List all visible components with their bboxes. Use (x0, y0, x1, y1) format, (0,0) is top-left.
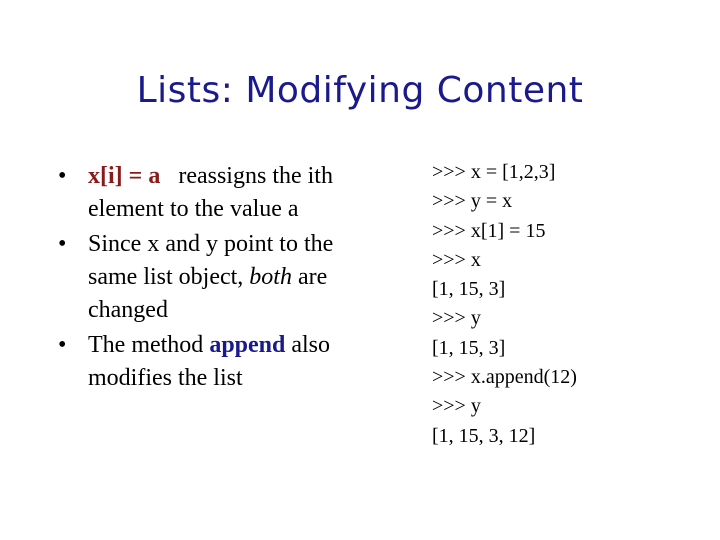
code-line: >>> x[1] = 15 (432, 219, 546, 242)
slide-title: Lists: Modifying Content (136, 70, 584, 111)
bullet-text: The method (88, 332, 210, 358)
code-output: [1, 15, 3] (432, 278, 506, 301)
bullet-code: x[i] = a (88, 163, 161, 189)
bullet-text: also modifies the list (88, 332, 331, 391)
bullet-item (58, 329, 358, 395)
code-line: >>> x.append(12) (432, 366, 577, 389)
code-line: >>> y = x (432, 190, 513, 213)
bullet-list (58, 160, 358, 397)
bullet-dot-icon: • (58, 163, 67, 189)
code-example (432, 158, 702, 451)
bullet-dot-icon: • (58, 332, 67, 358)
code-line: >>> x (432, 248, 481, 271)
bullet-keyword: append (209, 332, 286, 358)
bullet-item (58, 228, 358, 327)
bullet-text: Since x and y point to the same list object, (88, 231, 334, 290)
code-output: [1, 15, 3] (432, 336, 506, 359)
code-line: >>> y (432, 395, 481, 418)
code-line: >>> x = [1,2,3] (432, 161, 556, 183)
bullet-text: reassigns the ith element to the value a (88, 163, 333, 222)
code-output: [1, 15, 3, 12] (432, 424, 536, 447)
code-line: >>> y (432, 307, 481, 330)
bullet-emphasis: both (249, 264, 292, 290)
bullet-item (58, 160, 358, 226)
bullet-dot-icon: • (58, 231, 67, 257)
bullet-text: are changed (88, 264, 328, 323)
